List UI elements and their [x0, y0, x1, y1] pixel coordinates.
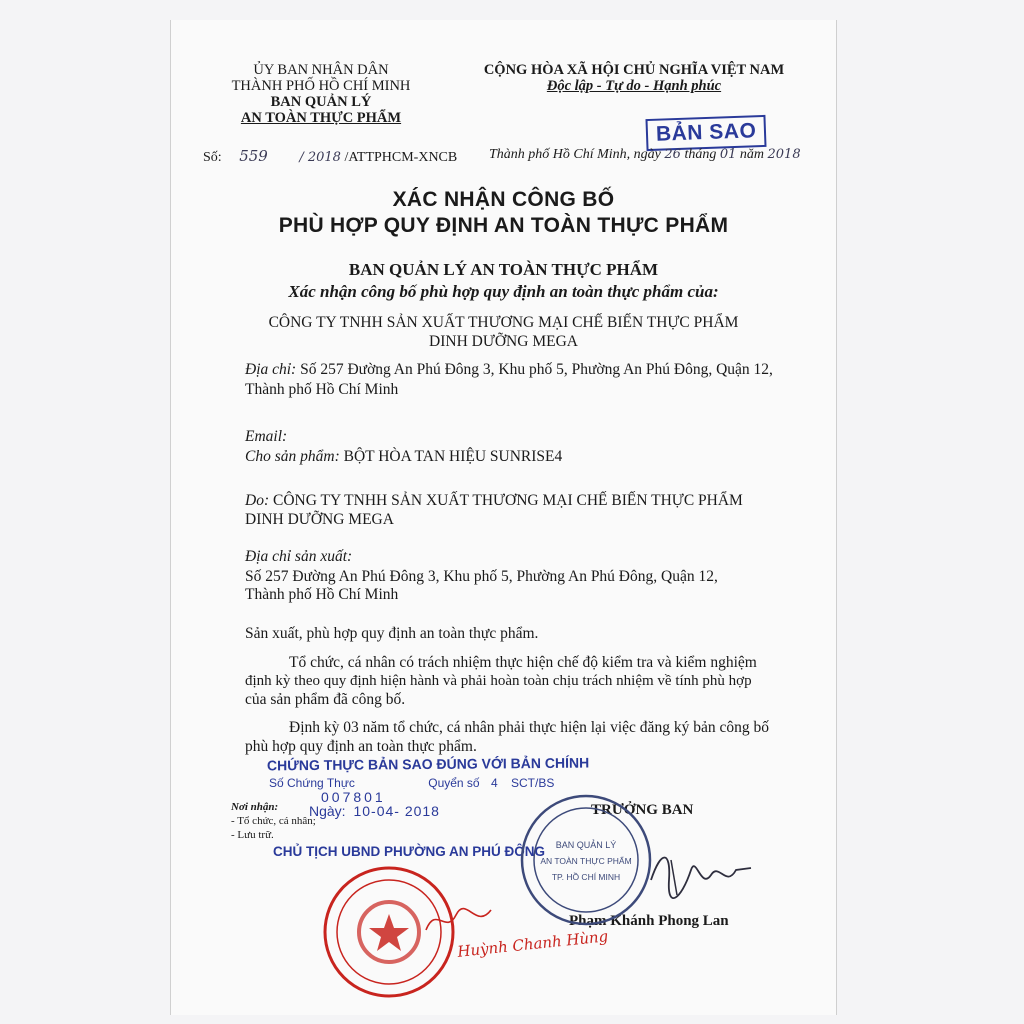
red-signature: [421, 900, 501, 940]
email-label: Email:: [245, 428, 288, 445]
producer-label: Do:: [245, 492, 270, 509]
company-line1: CÔNG TY TNHH SẢN XUẤT THƯƠNG MẠI CHẾ BIẾN THỰC PHẨM: [268, 314, 739, 331]
ref-line: [203, 147, 457, 167]
producer-value-1: CÔNG TY TNHH SẢN XUẤT THƯƠNG MẠI CHẾ BIẾN THỰC PHẨM: [272, 492, 743, 509]
product-value: BỘT HÒA TAN HIỆU SUNRISE4: [343, 448, 563, 465]
ref-number: 559: [239, 147, 268, 165]
header-right: [469, 62, 799, 94]
company-line2: DINH DƯỠNG MEGA: [429, 333, 578, 350]
place-date-prefix: Thành phố Hồ Chí Minh, ngày: [489, 147, 661, 162]
header-left-line3: BAN QUẢN LÝ: [270, 94, 372, 110]
recipients-item1: - Tổ chức, cá nhân;: [231, 815, 316, 827]
address-line1: [245, 360, 773, 379]
date-month-label: tháng: [684, 147, 717, 162]
ref-prefix: Số:: [203, 150, 222, 165]
ref-code: /ATTPHCM-XNCB: [344, 150, 458, 165]
place-date: [489, 147, 801, 163]
recipients: [231, 800, 316, 842]
certify-no-value: 007801: [321, 789, 386, 805]
recipients-item2: - Lưu trữ.: [231, 829, 274, 841]
header-left-line2: THÀNH PHỐ HỒ CHÍ MINH: [231, 78, 411, 94]
certify-book-value: 4: [490, 776, 498, 790]
confirm-line: Xác nhận công bố phù hợp quy định an toàn thực phẩm của:: [288, 282, 719, 301]
para1-line2: định kỳ theo quy định hiện hành và phải hoàn toàn chịu trách nhiệm về tính phù hợp: [245, 673, 752, 689]
production-address-label: Địa chỉ sản xuất:: [245, 548, 353, 565]
certify-no-label: Số Chứng Thực: [269, 776, 355, 790]
address-label: Địa chỉ:: [245, 361, 297, 378]
para1-line3: của sản phẩm đã công bố.: [245, 691, 406, 708]
document-page: [170, 20, 837, 1015]
date-year-label: năm: [739, 147, 764, 162]
certify-date-value: 10-04- 2018: [353, 803, 440, 819]
producer-line1: [245, 491, 743, 510]
header-left: [211, 62, 431, 126]
address-line2: Thành phố Hồ Chí Minh: [245, 381, 399, 398]
signature-title: TRƯỞNG BAN: [591, 802, 694, 818]
certify-date-line: [309, 803, 440, 819]
authority: BAN QUẢN LÝ AN TOÀN THỰC PHẨM: [348, 260, 659, 279]
certify-stamp-number-line: [269, 776, 554, 790]
certify-book-suffix: SCT/BS: [510, 776, 555, 790]
product-label: Cho sản phẩm:: [245, 448, 340, 465]
certify-signer-name: Huỳnh Chanh Hùng: [456, 927, 610, 961]
para2-line1: Định kỳ 03 năm tổ chức, cá nhân phải thực hiện lại việc đăng ký bản công bố: [289, 719, 769, 736]
production-address-line2: Thành phố Hồ Chí Minh: [245, 586, 399, 603]
producer-line2: DINH DƯỠNG MEGA: [245, 511, 394, 528]
seal-blue-line3: TP. HỒ CHÍ MINH: [551, 872, 621, 882]
signature-name: Phạm Khánh Phong Lan: [569, 913, 729, 929]
date-month: 01: [719, 147, 737, 162]
official-seal-blue: [516, 790, 656, 930]
compliance-statement: Sản xuất, phù hợp quy định an toàn thực phẩm.: [245, 625, 539, 642]
seal-blue-line1: BAN QUẢN LÝ: [555, 840, 617, 850]
header-left-line4: AN TOÀN THỰC PHẨM: [240, 110, 402, 126]
production-address-line1: Số 257 Đường An Phú Đông 3, Khu phố 5, Phường An Phú Đông, Quận 12,: [245, 568, 718, 585]
seal-blue-line2: AN TOÀN THỰC PHẨM: [540, 856, 632, 866]
address-value-1: Số 257 Đường An Phú Đông 3, Khu phố 5, Phường An Phú Đông, Quận 12,: [300, 361, 773, 378]
header-left-line1: ỦY BAN NHÂN DÂN: [253, 62, 389, 78]
certify-signer-title: CHỦ TỊCH UBND PHƯỜNG AN PHÚ ĐÔNG: [273, 844, 545, 859]
copy-stamp: BẢN SAO: [645, 115, 766, 151]
para2-line2: phù hợp quy định an toàn thực phẩm.: [245, 738, 477, 755]
certify-book-label: Quyển số: [428, 776, 480, 790]
ref-year: / 2018: [299, 150, 341, 165]
doc-title-line1: XÁC NHẬN CÔNG BỐ: [392, 188, 615, 211]
recipients-label: Nơi nhận:: [231, 801, 279, 813]
date-year: 2018: [767, 147, 801, 162]
date-day: 26: [664, 147, 681, 162]
header-right-line2: Độc lập - Tự do - Hạnh phúc: [546, 78, 722, 94]
certify-stamp-title: CHỨNG THỰC BẢN SAO ĐÚNG VỚI BẢN CHÍNH: [266, 754, 590, 774]
product-line: [245, 447, 562, 466]
certify-date-label: Ngày:: [309, 803, 346, 819]
doc-title-line2: PHÙ HỢP QUY ĐỊNH AN TOÀN THỰC PHẨM: [278, 214, 729, 237]
header-right-line1: CỘNG HÒA XÃ HỘI CHỦ NGHĨA VIỆT NAM: [483, 62, 785, 78]
handwritten-signature: [641, 840, 761, 910]
para1-line1: Tổ chức, cá nhân có trách nhiệm thực hiện chế độ kiểm tra và kiểm nghiệm: [289, 654, 757, 671]
